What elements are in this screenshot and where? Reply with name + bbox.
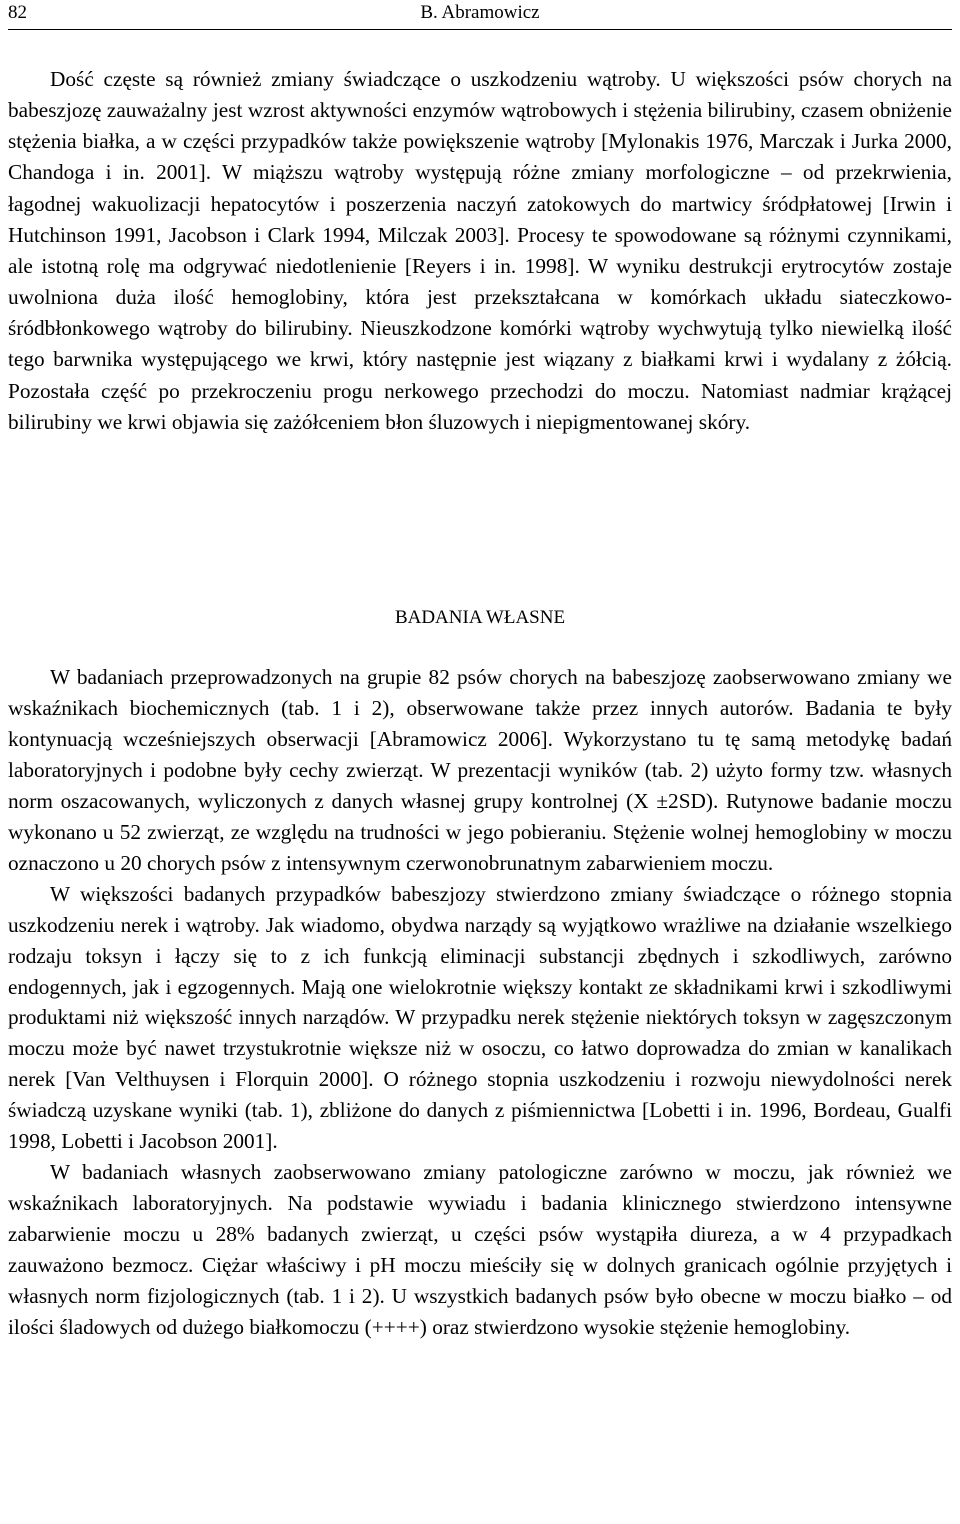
section-paragraph-1: W badaniach przeprowadzonych na grupie 82 psów chorych na babeszjozę zaobserwowano zmiany we wskaźnikach biochemicznych (tab. 1 i 2), obserwowane także przez innych autorów. Badania te były kontynuacją wcześniejszych obserwacji [Abramowicz 2006]. Wykorzystano tu tę samą metodykę badań laboratoryjnych i podobne były cechy zwierząt. W prezentacji wyników (tab. 2) użyto formy tzw. własnych norm oszacowanych, wyliczonych z danych własnej grupy kontrolnej (X ±2SD). Rutynowe badanie moczu wykonano u 52 zwierząt, ze względu na trudności w jego pobieraniu. Stężenie wolnej hemoglobiny w moczu oznaczono u 20 chorych psów z intensywnym czerwonobrunatnym zabarwieniem moczu. [8, 665, 952, 875]
header-rule [8, 29, 952, 30]
page-header [8, 0, 952, 30]
section-body [8, 662, 952, 1343]
section-heading: BADANIA WŁASNE [394, 607, 566, 628]
running-head: B. Abramowicz [420, 2, 540, 23]
page-number: 82 [8, 2, 27, 23]
intro-text [8, 64, 952, 438]
section-paragraph-3: W badaniach własnych zaobserwowano zmiany patologiczne zarówno w moczu, jak również we wskaźnikach laboratoryjnych. Na podstawie wywiadu i badania klinicznego stwierdzono intensywne zabarwienie moczu u 28% badanych zwierząt, u części psów wystąpiła diureza, a w 4 przypadkach zauważono bezmocz. Ciężar właściwy i pH moczu mieściły się w dolnych granicach ogólnie przyjętych i własnych norm fizjologicznych (tab. 1 i 2). U wszystkich badanych psów było obecne w moczu białko – od ilości śladowych od dużego białkomoczu (++++) oraz stwierdzono wysokie stężenie hemoglobiny. [8, 1160, 952, 1340]
intro-paragraph: Dość częste są również zmiany świadczące o uszkodzeniu wątroby. U większości psów chorych na babeszjozę zauważalny jest wzrost aktywności enzymów wątrobowych i stężenia bilirubiny, czasem obniżenie stężenia białka, a w części przypadków także powiększenie wątroby [Mylonakis 1976, Marczak i Jurka 2000, Chandoga i in. 2001]. W miąższu wątroby występują różne zmiany morfologiczne – od przekrwienia, łagodnej wakuolizacji hepatocytów i poszerzenia naczyń zatokowych do martwicy śródpłatowej [Irwin i Hutchinson 1991, Jacobson i Clark 1994, Milczak 2003]. Procesy te spowodowane są różnymi czynnikami, ale istotną rolę ma odgrywać niedotlenienie [Reyers i in. 1998]. W wyniku destrukcji erytrocytów zostaje uwolniona duża ilość hemoglobiny, która jest przekształcana w komórkach układu siateczkowo-śródbłonkowego wątroby do bilirubiny. Nieuszkodzone komórki wątroby wychwytują tylko niewielką ilość tego barwnika występującego we krwi, który następnie jest wiązany z białkami krwi i wydalany z żółcią. Pozostała część po przekroczeniu progu nerkowego przechodzi do moczu. Natomiast nadmiar krążącej bilirubiny we krwi objawia się zażółceniem błon śluzowych i niepigmentowanej skóry. [8, 67, 952, 434]
section-paragraph-2: W większości badanych przypadków babeszjozy stwierdzono zmiany świadczące o różnego stopnia uszkodzeniu nerek i wątroby. Jak wiadomo, obydwa narządy są wyjątkowo wrażliwe na działanie wszelkiego rodzaju toksyn i łączy się to z ich funkcją eliminacji substancji zbędnych i szkodliwych, zarówno endogennych, jak i egzogennych. Mają one wielokrotnie większy kontakt ze składnikami krwi i szkodliwymi produktami niż większość innych narządów. W przypadku nerek stężenie niektórych toksyn w zagęszczonym moczu może być nawet trzystukrotnie większe niż w osoczu, co łatwo doprowadza do zmian w kanalikach nerek [Van Velthuysen i Florquin 2000]. O różnego stopnia uszkodzeniu i rozwoju niewydolności nerek świadczą uzyskane wyniki (tab. 1), zbliżone do danych z piśmiennictwa [Lobetti i in. 1996, Bordeau, Gualfi 1998, Lobetti i Jacobson 2001]. [8, 881, 952, 1154]
